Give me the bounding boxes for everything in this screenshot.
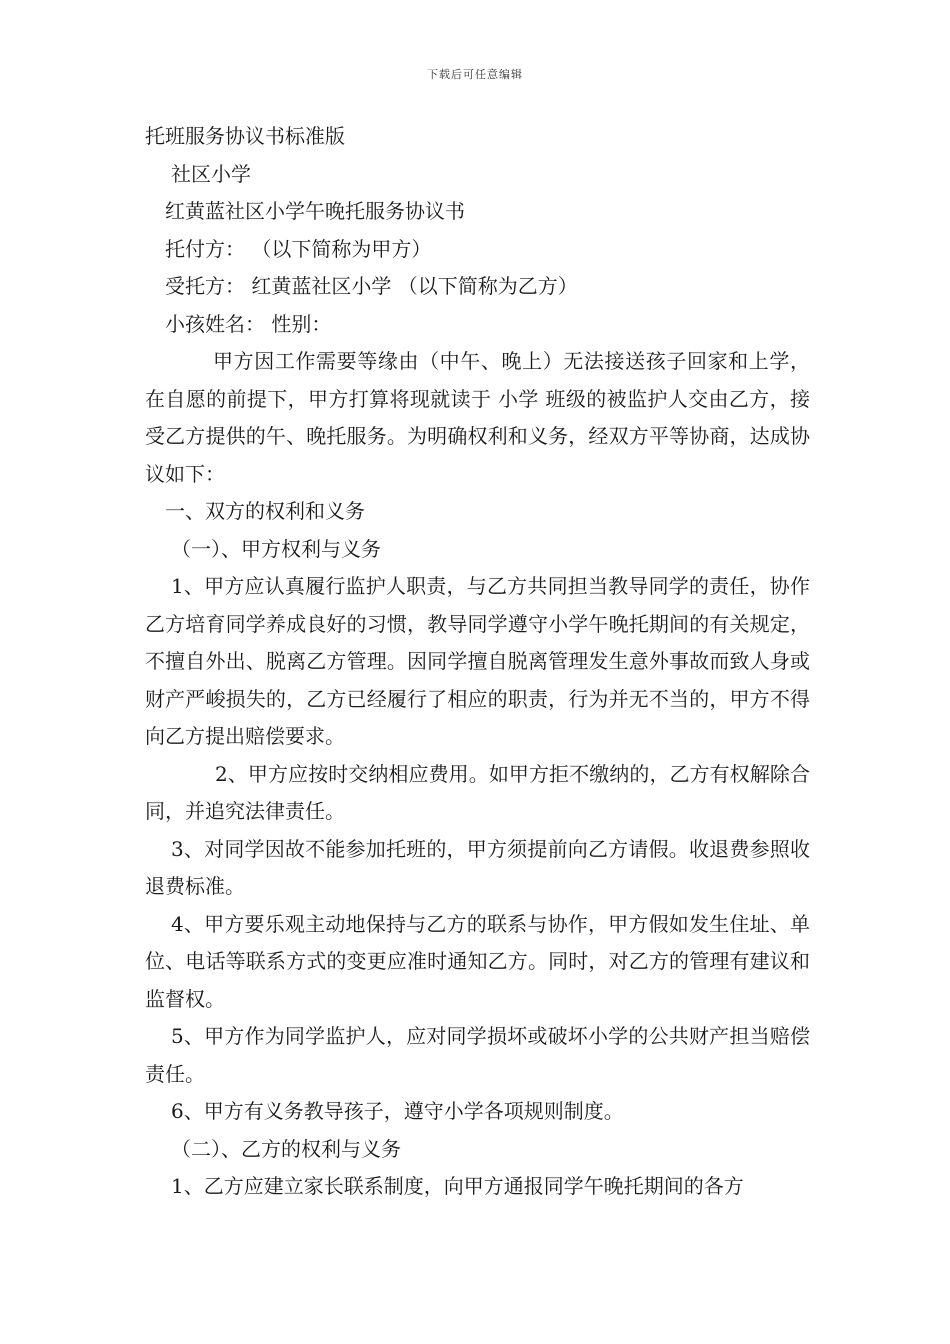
- document-body: [145, 118, 810, 1206]
- clause-a1: 1、甲方应认真履行监护人职责，与乙方共同担当教导同学的责任，协作乙方培育同学养成良好的习惯，教导同学遵守小学午晚托期间的有关规定，不擅自外出、脱离乙方管理。因同学擅自脱离管理发生意外事故而致人身或财产严峻损失的，乙方已经履行了相应的职责，行为并无不当的，甲方不得向乙方提出赔偿要求。: [145, 574, 810, 748]
- subsection-heading-party-a: （一）、甲方权利与义务: [171, 536, 381, 561]
- clause-a3: 3、对同学因故不能参加托班的，甲方须提前向乙方请假。收退费参照收退费标准。: [145, 836, 810, 898]
- section-heading-rights: 一、双方的权利和义务: [165, 499, 365, 523]
- clause-b1: 1、乙方应建立家长联系制度，向甲方通报同学午晚托期间的各方: [171, 1174, 744, 1198]
- clause-a6: 6、甲方有义务教导孩子，遵守小学各项规则制度。: [171, 1099, 624, 1123]
- party-b-line: 受托方： 红黄蓝社区小学 （以下简称为乙方）: [165, 274, 578, 298]
- school-name: 社区小学: [171, 161, 251, 186]
- intro-paragraph: 甲方因工作需要等缘由（中午、晚上）无法接送孩子回家和上学，在自愿的前提下，甲方打算将现就读于 小学 班级的被监护人交由乙方，接受乙方提供的午、晚托服务。为明确权利和义务，经双方平等协商，达成协议如下：: [145, 349, 810, 486]
- agreement-title: 红黄蓝社区小学午晚托服务协议书: [165, 199, 465, 223]
- clause-a2: 2、甲方应按时交纳相应费用。如甲方拒不缴纳的，乙方有权解除合同，并追究法律责任。: [145, 761, 810, 823]
- page-header-note: 下载后可任意编辑: [427, 68, 523, 81]
- child-info-line: 小孩姓名： 性别：: [165, 311, 332, 336]
- subsection-heading-party-b: （二）、乙方的权利与义务: [171, 1136, 401, 1161]
- clause-a5: 5、甲方作为同学监护人，应对同学损坏或破坏小学的公共财产担当赔偿责任。: [145, 1024, 810, 1086]
- party-a-line: 托付方： （以下简称为甲方）: [165, 236, 432, 261]
- clause-a4: 4、甲方要乐观主动地保持与乙方的联系与协作，甲方假如发生住址、单位、电话等联系方式的变更应准时通知乙方。同时，对乙方的管理有建议和监督权。: [145, 911, 810, 1011]
- document-title: 托班服务协议书标准版: [145, 124, 345, 148]
